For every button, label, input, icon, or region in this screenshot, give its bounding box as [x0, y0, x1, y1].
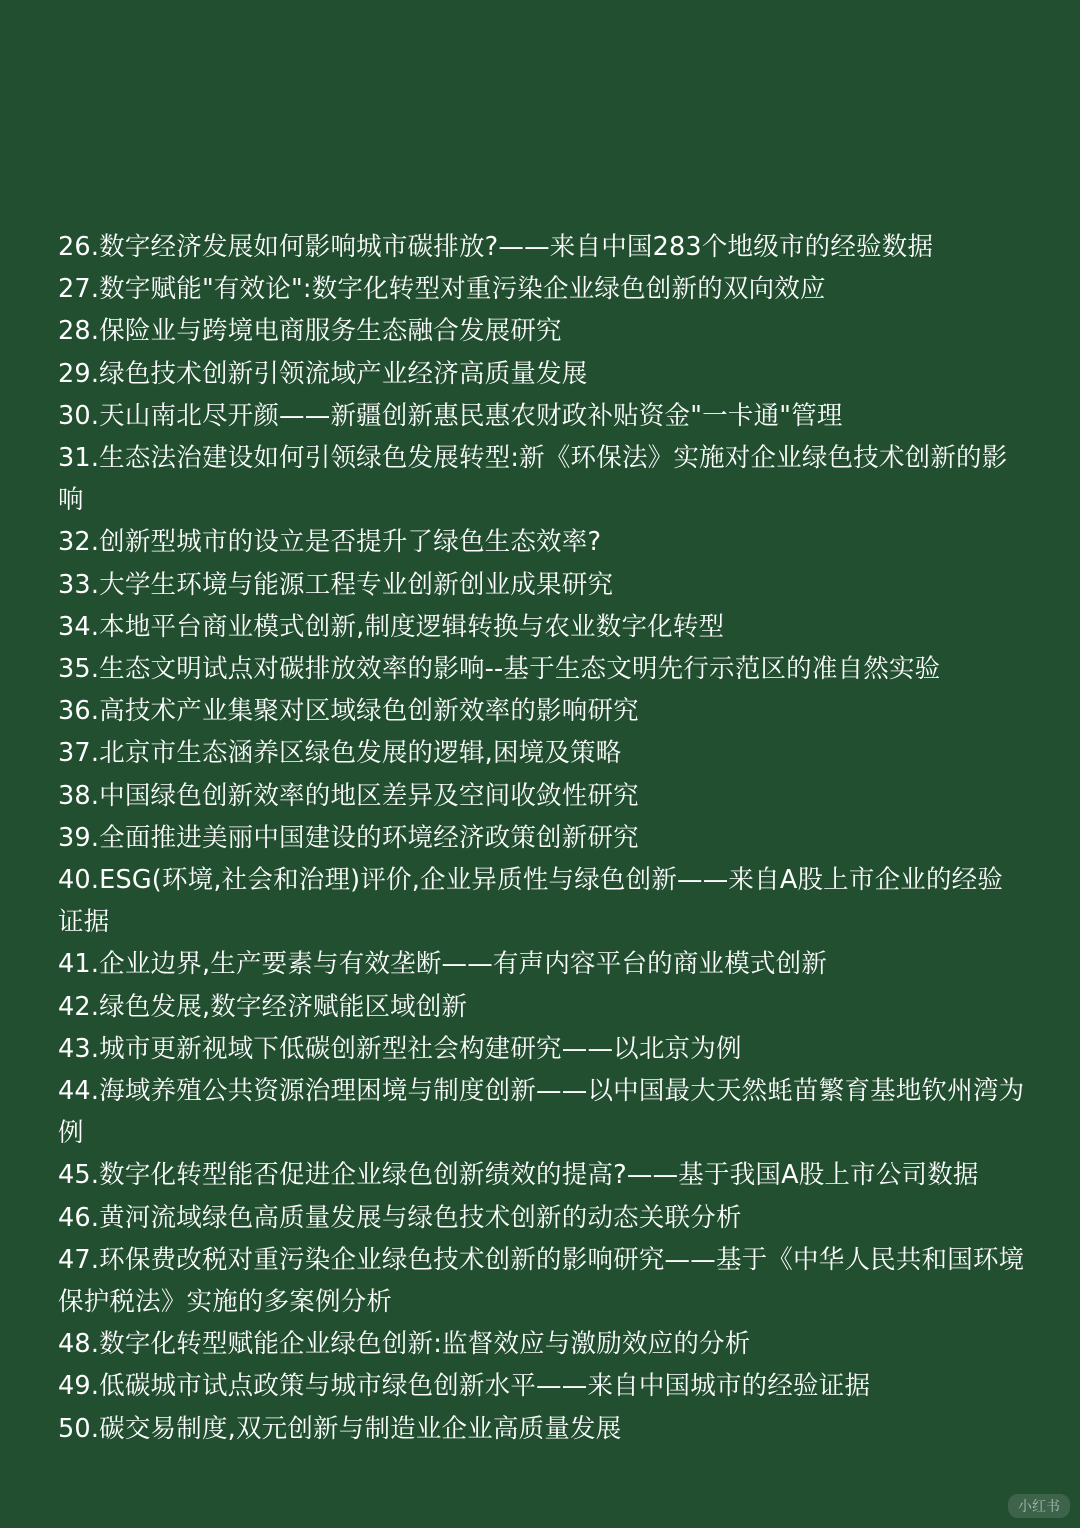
list-item: 28.保险业与跨境电商服务生态融合发展研究: [58, 316, 562, 347]
list-item: 44.海域养殖公共资源治理困境与制度创新——以中国最大天然蚝苗繁育基地钦州湾为例: [58, 1076, 1025, 1149]
list-item: 46.黄河流域绿色高质量发展与绿色技术创新的动态关联分析: [58, 1202, 742, 1233]
list-item: 40.ESG(环境,社会和治理)评价,企业异质性与绿色创新——来自A股上市企业的经验证据: [58, 865, 1004, 938]
list-item: 32.创新型城市的设立是否提升了绿色生态效率?: [58, 527, 602, 558]
list-item: 29.绿色技术创新引领流域产业经济高质量发展: [58, 358, 588, 389]
list-item: 49.低碳城市试点政策与城市绿色创新水平——来自中国城市的经验证据: [58, 1371, 871, 1402]
list-item: 33.大学生环境与能源工程专业创新创业成果研究: [58, 569, 614, 600]
list-item: 48.数字化转型赋能企业绿色创新:监督效应与激励效应的分析: [58, 1329, 751, 1360]
list-item: 41.企业边界,生产要素与有效垄断——有声内容平台的商业模式创新: [58, 949, 828, 980]
title-list: [58, 226, 1028, 1450]
list-item: 42.绿色发展,数字经济赋能区域创新: [58, 991, 468, 1022]
list-item: 35.生态文明试点对碳排放效率的影响--基于生态文明先行示范区的准自然实验: [58, 654, 941, 685]
list-item: 31.生态法治建设如何引领绿色发展转型:新《环保法》实施对企业绿色技术创新的影响: [58, 443, 1008, 516]
list-item: 50.碳交易制度,双元创新与制造业企业高质量发展: [58, 1413, 622, 1444]
list-item: 47.环保费改税对重污染企业绿色技术创新的影响研究——基于《中华人民共和国环境保护税法》实施的多案例分析: [58, 1244, 1025, 1318]
list-item: 36.高技术产业集聚对区域绿色创新效率的影响研究: [58, 696, 639, 727]
list-item: 27.数字赋能"有效论":数字化转型对重污染企业绿色创新的双向效应: [58, 274, 826, 305]
list-item: 38.中国绿色创新效率的地区差异及空间收敛性研究: [58, 780, 639, 811]
watermark: 小红书: [1008, 1494, 1070, 1518]
list-item: 37.北京市生态涵养区绿色发展的逻辑,困境及策略: [58, 738, 622, 769]
list-item: 39.全面推进美丽中国建设的环境经济政策创新研究: [58, 822, 639, 853]
list-item: 43.城市更新视域下低碳创新型社会构建研究——以北京为例: [58, 1033, 742, 1064]
list-item: 26.数字经济发展如何影响城市碳排放?——来自中国283个地级市的经验数据: [58, 232, 934, 262]
list-item: 30.天山南北尽开颜——新疆创新惠民惠农财政补贴资金"一卡通"管理: [58, 400, 843, 431]
list-item: 45.数字化转型能否促进企业绿色创新绩效的提高?——基于我国A股上市公司数据: [58, 1160, 979, 1191]
list-item: 34.本地平台商业模式创新,制度逻辑转换与农业数字化转型: [58, 611, 725, 642]
